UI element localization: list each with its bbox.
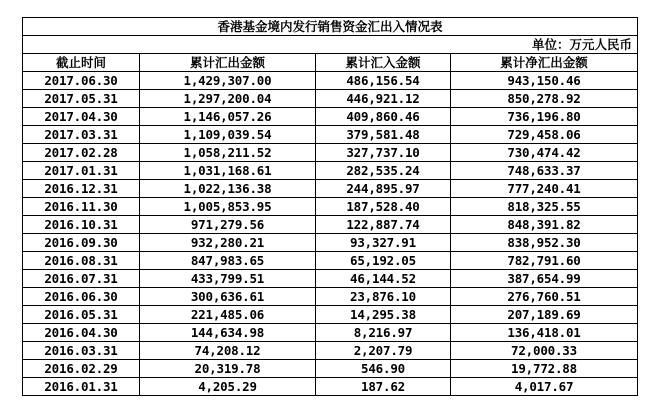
cell-net-outflow: 730,474.42 — [451, 144, 638, 162]
cell-outflow: 144,634.98 — [140, 324, 316, 342]
table-row — [23, 306, 638, 324]
cell-net-outflow: 838,952.30 — [451, 234, 638, 252]
cell-net-outflow: 729,458.06 — [451, 126, 638, 144]
table-row — [23, 90, 638, 108]
cell-inflow: 14,295.38 — [316, 306, 451, 324]
table-row — [23, 216, 638, 234]
cell-date: 2016.08.31 — [23, 252, 140, 270]
cell-net-outflow: 850,278.92 — [451, 90, 638, 108]
cell-outflow: 300,636.61 — [140, 288, 316, 306]
cell-net-outflow: 19,772.88 — [451, 360, 638, 378]
cell-date: 2016.07.31 — [23, 270, 140, 288]
header-outflow: 累计汇出金额 — [140, 54, 316, 72]
table-row — [23, 198, 638, 216]
cell-outflow: 847,983.65 — [140, 252, 316, 270]
cell-inflow: 93,327.91 — [316, 234, 451, 252]
cell-outflow: 1,297,200.04 — [140, 90, 316, 108]
cell-net-outflow: 276,760.51 — [451, 288, 638, 306]
cell-date: 2016.10.31 — [23, 216, 140, 234]
cell-date: 2017.06.30 — [23, 72, 140, 90]
header-date: 截止时间 — [23, 54, 140, 72]
cell-date: 2017.01.31 — [23, 162, 140, 180]
table-row — [23, 108, 638, 126]
cell-net-outflow: 207,189.69 — [451, 306, 638, 324]
cell-outflow: 221,485.06 — [140, 306, 316, 324]
cell-inflow: 244,895.97 — [316, 180, 451, 198]
cell-net-outflow: 4,017.67 — [451, 378, 638, 396]
cell-outflow: 4,205.29 — [140, 378, 316, 396]
table-row — [23, 342, 638, 360]
cell-date: 2016.01.31 — [23, 378, 140, 396]
table-title: 香港基金境内发行销售资金汇出入情况表 — [23, 18, 638, 36]
table-row — [23, 162, 638, 180]
table-row — [23, 234, 638, 252]
cell-outflow: 1,109,039.54 — [140, 126, 316, 144]
cell-net-outflow: 782,791.60 — [451, 252, 638, 270]
cell-inflow: 327,737.10 — [316, 144, 451, 162]
table-unit-row — [23, 36, 638, 54]
cell-inflow: 379,581.48 — [316, 126, 451, 144]
cell-net-outflow: 136,418.01 — [451, 324, 638, 342]
cell-outflow: 1,429,307.00 — [140, 72, 316, 90]
cell-outflow: 1,022,136.38 — [140, 180, 316, 198]
cell-outflow: 971,279.56 — [140, 216, 316, 234]
cell-date: 2016.12.31 — [23, 180, 140, 198]
cell-net-outflow: 818,325.55 — [451, 198, 638, 216]
table-row — [23, 324, 638, 342]
table-title-row — [23, 18, 638, 36]
cell-outflow: 1,058,211.52 — [140, 144, 316, 162]
header-net-outflow: 累计净汇出金额 — [451, 54, 638, 72]
cell-outflow: 1,005,853.95 — [140, 198, 316, 216]
header-row — [23, 54, 638, 72]
cell-net-outflow: 72,000.33 — [451, 342, 638, 360]
cell-date: 2016.03.31 — [23, 342, 140, 360]
cell-date: 2017.03.31 — [23, 126, 140, 144]
table-row — [23, 378, 638, 396]
cell-inflow: 546.90 — [316, 360, 451, 378]
cell-inflow: 65,192.05 — [316, 252, 451, 270]
table-row — [23, 180, 638, 198]
table-row — [23, 288, 638, 306]
cell-net-outflow: 736,196.80 — [451, 108, 638, 126]
cell-outflow: 1,031,168.61 — [140, 162, 316, 180]
cell-inflow: 46,144.52 — [316, 270, 451, 288]
cell-net-outflow: 777,240.41 — [451, 180, 638, 198]
cell-inflow: 486,156.54 — [316, 72, 451, 90]
table-row — [23, 252, 638, 270]
cell-net-outflow: 748,633.37 — [451, 162, 638, 180]
cell-outflow: 74,208.12 — [140, 342, 316, 360]
cell-date: 2016.06.30 — [23, 288, 140, 306]
cell-outflow: 1,146,057.26 — [140, 108, 316, 126]
cell-inflow: 8,216.97 — [316, 324, 451, 342]
header-inflow: 累计汇入金额 — [316, 54, 451, 72]
cell-date: 2016.09.30 — [23, 234, 140, 252]
unit-label: 单位：万元人民币 — [23, 36, 638, 54]
cell-inflow: 23,876.10 — [316, 288, 451, 306]
table-row — [23, 72, 638, 90]
cell-inflow: 122,887.74 — [316, 216, 451, 234]
table-row — [23, 360, 638, 378]
cell-date: 2017.04.30 — [23, 108, 140, 126]
cell-net-outflow: 943,150.46 — [451, 72, 638, 90]
cell-inflow: 409,860.46 — [316, 108, 451, 126]
cell-inflow: 187.62 — [316, 378, 451, 396]
cell-date: 2016.05.31 — [23, 306, 140, 324]
cell-outflow: 932,280.21 — [140, 234, 316, 252]
cell-date: 2017.02.28 — [23, 144, 140, 162]
table-row — [23, 270, 638, 288]
cell-inflow: 446,921.12 — [316, 90, 451, 108]
cell-net-outflow: 387,654.99 — [451, 270, 638, 288]
cell-date: 2016.02.29 — [23, 360, 140, 378]
cell-date: 2016.04.30 — [23, 324, 140, 342]
cell-net-outflow: 848,391.82 — [451, 216, 638, 234]
cell-date: 2017.05.31 — [23, 90, 140, 108]
cell-date: 2016.11.30 — [23, 198, 140, 216]
fund-flow-table — [22, 17, 638, 396]
table-row — [23, 126, 638, 144]
cell-outflow: 433,799.51 — [140, 270, 316, 288]
cell-inflow: 2,207.79 — [316, 342, 451, 360]
cell-inflow: 187,528.40 — [316, 198, 451, 216]
cell-inflow: 282,535.24 — [316, 162, 451, 180]
cell-outflow: 20,319.78 — [140, 360, 316, 378]
table-row — [23, 144, 638, 162]
